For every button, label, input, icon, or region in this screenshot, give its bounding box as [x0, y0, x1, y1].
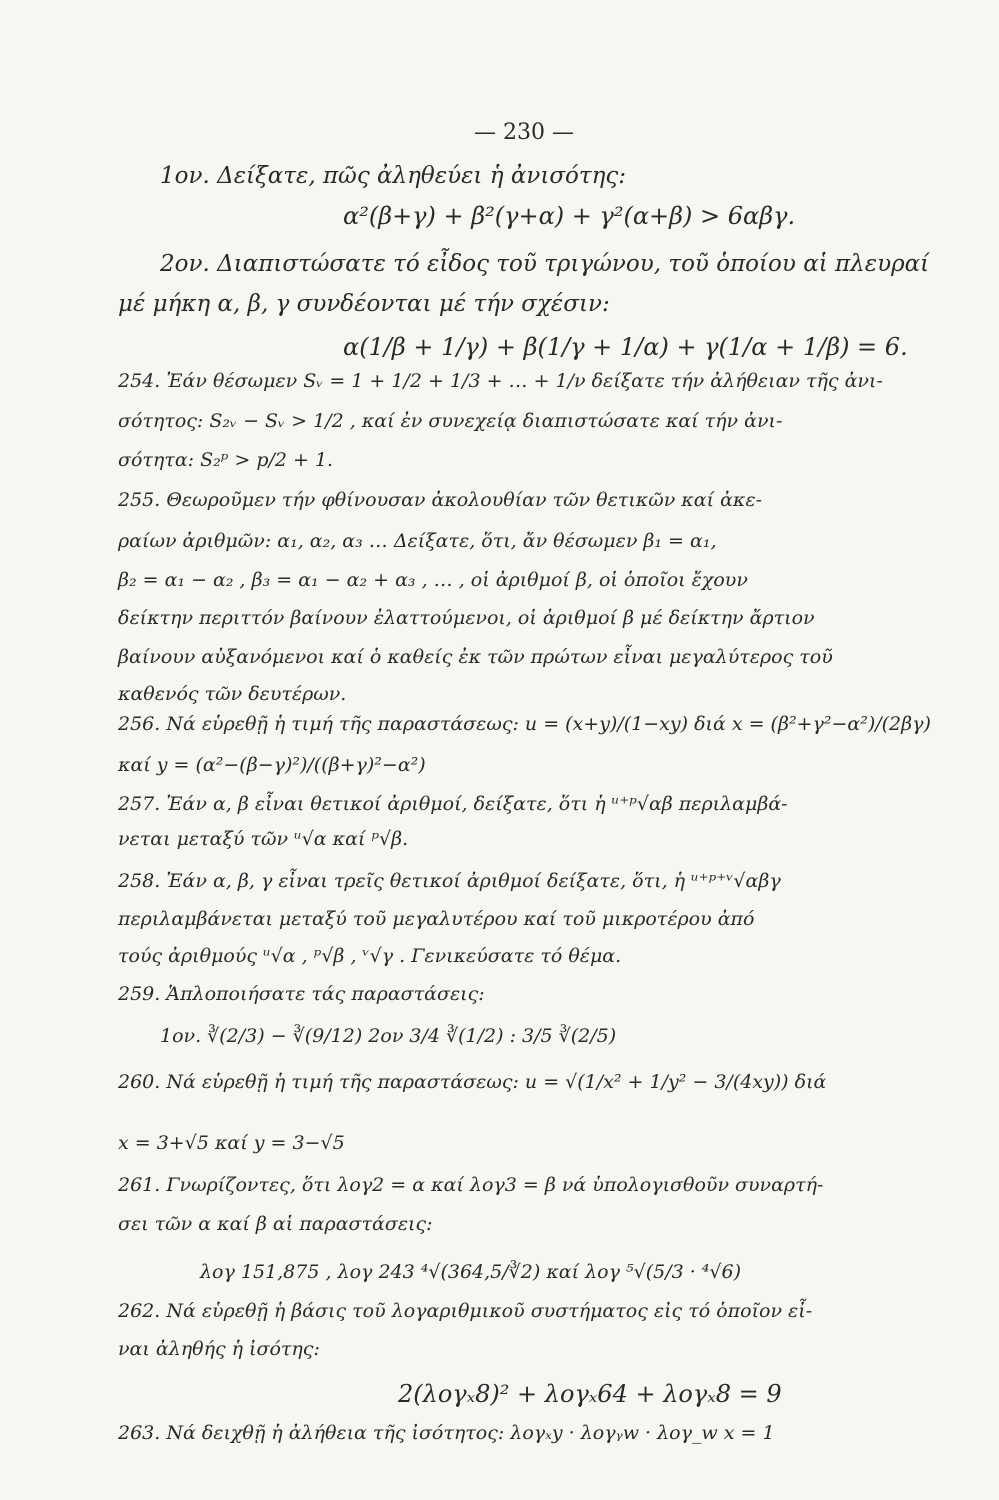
text-line: 255. Θεωροῦμεν τήν φθίνουσαν ἀκολουθίαν τῶν θετικῶν καί ἀκε-: [118, 489, 762, 511]
text-line: 262. Νά εὑρεθῇ ἡ βάσις τοῦ λογαριθμικοῦ συστήματος εἰς τό ὁποῖον εἶ-: [118, 1300, 813, 1322]
text-line: β₂ = α₁ − α₂ , β₃ = α₁ − α₂ + α₃ , … , οἱ ἀριθμοί β, οἱ ὁποῖοι ἔχουν: [118, 569, 748, 591]
text-line: σότητος: S₂ᵥ − Sᵥ > 1/2 , καί ἐν συνεχείᾳ διαπιστώσατε καί τήν ἀνι-: [118, 410, 783, 432]
text-line: ραίων ἀριθμῶν: α₁, α₂, α₃ … Δείξατε, ὅτι, ἄν θέσωμεν β₁ = α₁,: [118, 530, 717, 552]
page-number: — 230 —: [474, 120, 574, 145]
text-line: 2ον. Διαπιστώσατε τό εἶδος τοῦ τριγώνου, τοῦ ὁποίου αἱ πλευραί: [160, 251, 930, 277]
text-line: σει τῶν α καί β αἱ παραστάσεις:: [118, 1213, 433, 1235]
text-line: καί y = (α²−(β−γ)²)/((β+γ)²−α²): [118, 754, 426, 776]
text-line: νεται μεταξύ τῶν ᵘ√α καί ᵖ√β.: [118, 828, 409, 850]
text-line: 258. Ἐάν α, β, γ εἶναι τρεῖς θετικοί ἀριθμοί δείξατε, ὅτι, ἡ ᵘ⁺ᵖ⁺ᵛ√αβγ: [118, 870, 781, 892]
text-line: 256. Νά εὑρεθῇ ἡ τιμή τῆς παραστάσεως: u = (x+y)/(1−xy) διά x = (β²+γ²−α²)/(2βγ): [118, 713, 931, 735]
text-line: ναι ἀληθής ἡ ἰσότης:: [118, 1338, 320, 1360]
text-line: περιλαμβάνεται μεταξύ τοῦ μεγαλυτέρου καί τοῦ μικροτέρου ἀπό: [118, 908, 755, 930]
text-line: x = 3+√5 καί y = 3−√5: [118, 1132, 345, 1154]
text-line: 261. Γνωρίζοντες, ὅτι λογ2 = α καί λογ3 = β νά ὑπολογισθοῦν συναρτή-: [118, 1174, 824, 1196]
text-line: 260. Νά εὑρεθῇ ἡ τιμή τῆς παραστάσεως: u = √(1/x² + 1/y² − 3/(4xy)) διά: [118, 1071, 827, 1093]
text-line: καθενός τῶν δευτέρων.: [118, 683, 347, 705]
text-line: βαίνουν αὐξανόμενοι καί ὁ καθείς ἐκ τῶν πρώτων εἶναι μεγαλύτερος τοῦ: [118, 646, 833, 668]
text-line: 1ον. Δείξατε, πῶς ἀληθεύει ἡ ἀνισότης:: [160, 163, 627, 189]
text-line: δείκτην περιττόν βαίνουν ἐλαττούμενοι, οἱ ἀριθμοί β μέ δείκτην ἄρτιον: [118, 607, 815, 629]
text-line: σότητα: S₂ᵖ > p/2 + 1.: [118, 449, 334, 471]
equation-line: 1ον. ∛(2/3) − ∛(9/12) 2ον 3/4 ∛(1/2) : 3/5 ∛(2/5): [160, 1025, 617, 1047]
equation-line: α(1/β + 1/γ) + β(1/γ + 1/α) + γ(1/α + 1/β) = 6.: [343, 333, 908, 361]
text-line: 259. Ἁπλοποιήσατε τάς παραστάσεις:: [118, 983, 485, 1005]
equation-line: λογ 151,875 , λογ 243 ⁴√(364,5/∛2) καί λογ ⁵√(5/3 · ⁴√6): [200, 1261, 742, 1283]
text-line: 257. Ἐάν α, β εἶναι θετικοί ἀριθμοί, δείξατε, ὅτι ἡ ᵘ⁺ᵖ√αβ περιλαμβά-: [118, 793, 788, 815]
text-line: μέ μήκη α, β, γ συνδέονται μέ τήν σχέσιν:: [118, 291, 610, 317]
text-line: 263. Νά δειχθῇ ἡ ἀλήθεια τῆς ἰσότητος: λογₓy · λογᵧw · λογ_w x = 1: [118, 1422, 775, 1444]
text-line: τούς ἀριθμούς ᵘ√α , ᵖ√β , ᵛ√γ . Γενικεύσατε τό θέμα.: [118, 945, 622, 967]
equation-line: 2(λογₓ8)² + λογₓ64 + λογₓ8 = 9: [398, 1380, 782, 1408]
text-line: 254. Ἐάν θέσωμεν Sᵥ = 1 + 1/2 + 1/3 + … + 1/ν δείξατε τήν ἀλήθειαν τῆς ἀνι-: [118, 370, 883, 392]
equation-line: α²(β+γ) + β²(γ+α) + γ²(α+β) > 6αβγ.: [343, 202, 796, 230]
